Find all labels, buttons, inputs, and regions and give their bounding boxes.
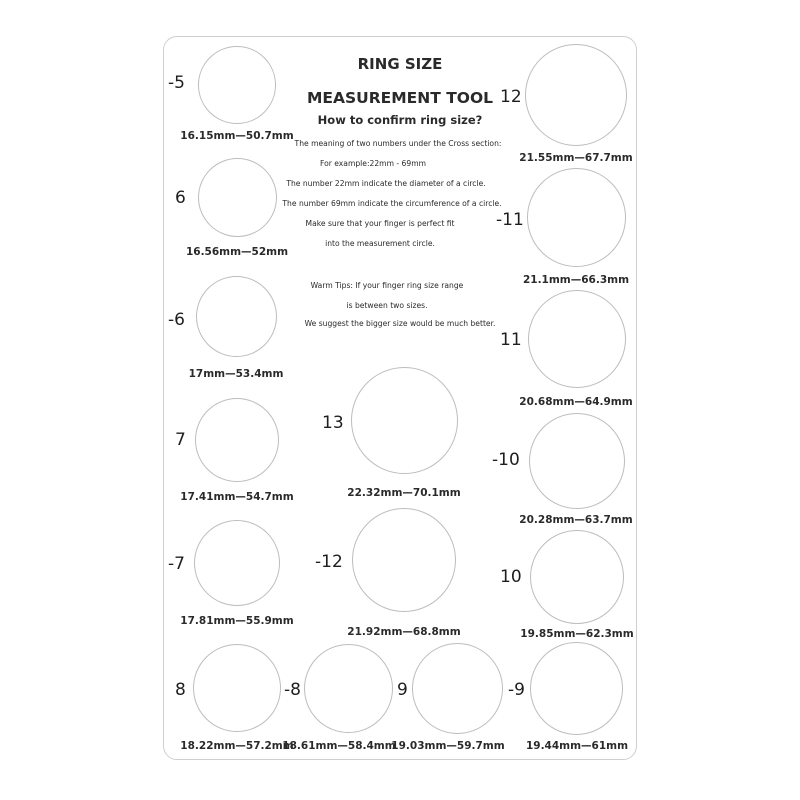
ring-circle xyxy=(198,46,276,124)
ring-measurement: 17.41mm—54.7mm xyxy=(180,491,294,503)
tip-line: Warm Tips: If your finger ring size range xyxy=(310,281,464,290)
ring-circle xyxy=(193,644,281,732)
ring-circle xyxy=(304,644,393,733)
ring-measurement: 19.85mm—62.3mm xyxy=(520,628,634,640)
ring-measurement: 19.44mm—61mm xyxy=(525,740,629,752)
ring-size-label: 7 xyxy=(175,430,186,450)
ring-measurement: 20.68mm—64.9mm xyxy=(519,396,633,408)
ring-size-label: -9 xyxy=(508,680,525,700)
instruction-line: The number 69mm indicate the circumference of a circle. xyxy=(282,199,502,208)
ring-measurement: 17mm—53.4mm xyxy=(188,368,284,380)
ring-size-label: -8 xyxy=(284,680,301,700)
ring-size-label: 10 xyxy=(500,567,522,587)
ring-measurement: 21.1mm—66.3mm xyxy=(522,274,630,286)
title-line-1: RING SIZE xyxy=(357,55,443,73)
ring-size-label: 12 xyxy=(500,87,522,107)
ring-size-label: -10 xyxy=(492,450,520,470)
instruction-line: The number 22mm indicate the diameter of a circle. xyxy=(286,179,486,188)
ring-size-label: 8 xyxy=(175,680,186,700)
ring-measurement: 16.15mm—50.7mm xyxy=(180,130,294,142)
ring-circle xyxy=(530,530,624,624)
ring-measurement: 18.61mm—58.4mm xyxy=(282,740,396,752)
ring-size-label: 11 xyxy=(500,330,522,350)
ring-size-label: 6 xyxy=(175,188,186,208)
ring-measurement: 16.56mm—52mm xyxy=(185,246,289,258)
ring-size-label: 13 xyxy=(322,413,344,433)
ring-size-label: -11 xyxy=(496,210,524,230)
ring-circle xyxy=(196,276,277,357)
instruction-line: The meaning of two numbers under the Cross section: xyxy=(294,139,502,148)
instruction-line: For example:22mm - 69mm xyxy=(319,159,427,168)
ring-circle xyxy=(412,643,503,734)
ring-size-label: 9 xyxy=(397,680,408,700)
ring-circle xyxy=(529,413,625,509)
tip-line: is between two sizes. xyxy=(346,301,428,310)
ring-measurement: 17.81mm—55.9mm xyxy=(180,615,294,627)
ring-measurement: 22.32mm—70.1mm xyxy=(347,487,461,499)
tip-line: We suggest the bigger size would be much better. xyxy=(304,319,496,328)
subtitle: How to confirm ring size? xyxy=(317,113,483,127)
ring-circle xyxy=(195,398,279,482)
ring-size-label: -6 xyxy=(168,310,185,330)
ring-measurement: 19.03mm—59.7mm xyxy=(391,740,505,752)
title-line-2: MEASUREMENT TOOL xyxy=(306,89,494,107)
ring-measurement: 21.55mm—67.7mm xyxy=(519,152,633,164)
ring-measurement: 20.28mm—63.7mm xyxy=(519,514,633,526)
ring-size-label: -7 xyxy=(168,554,185,574)
ring-size-label: -5 xyxy=(168,73,185,93)
ring-circle xyxy=(530,642,623,735)
ring-circle xyxy=(528,290,626,388)
ring-size-label: -12 xyxy=(315,552,343,572)
ring-measurement: 18.22mm—57.2mm xyxy=(180,740,294,752)
ring-circle xyxy=(527,168,626,267)
ring-measurement: 21.92mm—68.8mm xyxy=(347,626,461,638)
ring-circle xyxy=(351,367,458,474)
ring-circle xyxy=(525,44,627,146)
instruction-line: into the measurement circle. xyxy=(325,239,435,248)
ring-circle xyxy=(198,158,277,237)
instruction-line: Make sure that your finger is perfect fit xyxy=(305,219,455,228)
ring-circle xyxy=(194,520,280,606)
ring-circle xyxy=(352,508,456,612)
